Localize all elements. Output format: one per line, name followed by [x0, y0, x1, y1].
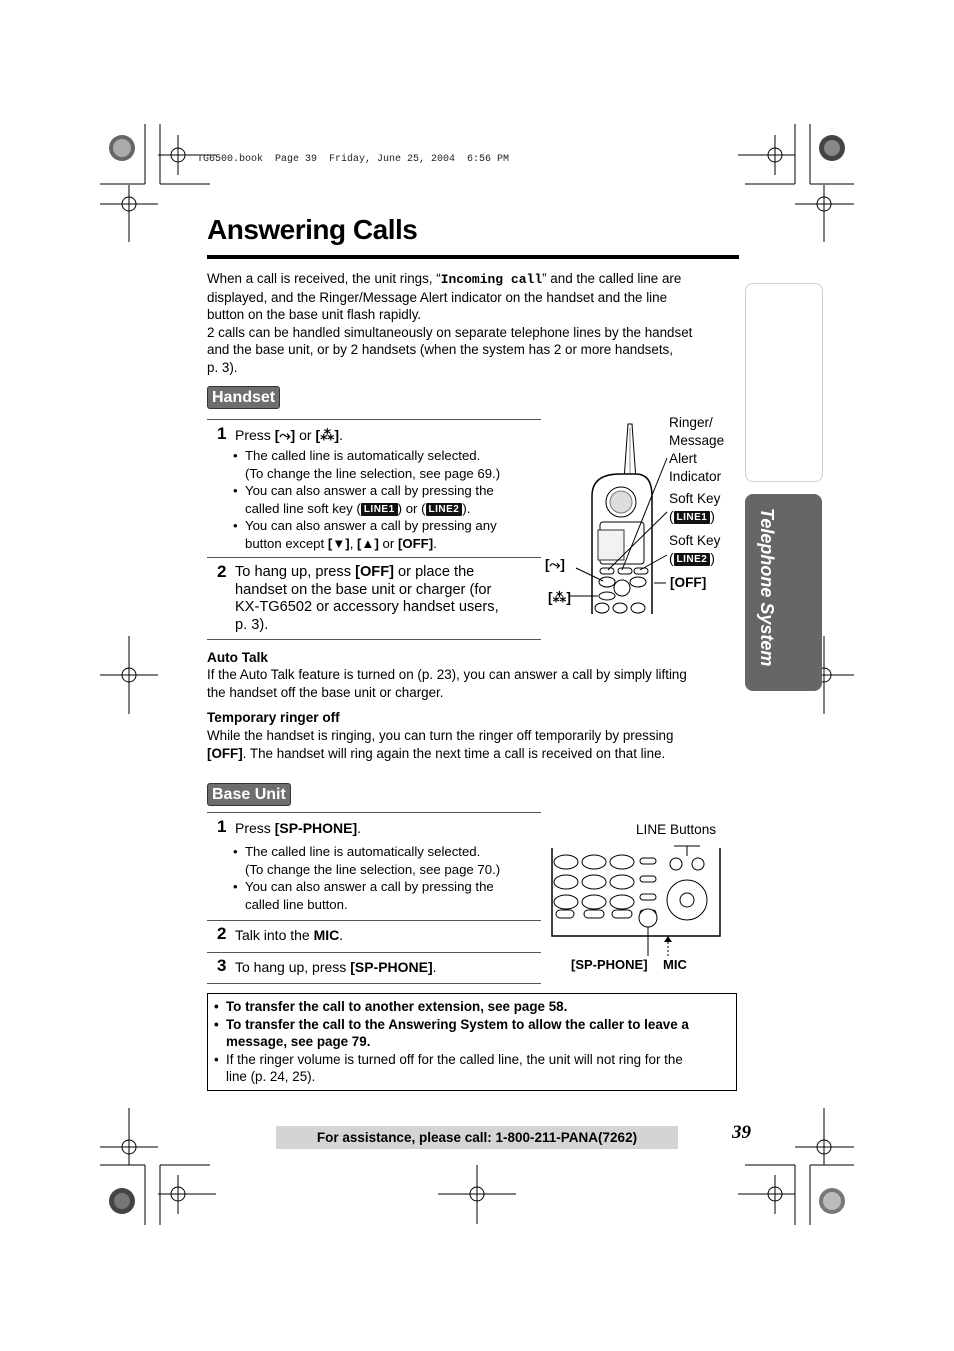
line1-key-icon: LINE1 — [361, 503, 398, 516]
divider — [207, 557, 541, 558]
note-ringer-volume: • If the ringer volume is turned off for the called line, the unit will not ring for the line (p. 24, 25). — [214, 1051, 729, 1086]
line-buttons-label: LINE Buttons — [636, 822, 717, 837]
line2-key-icon: LINE2 — [426, 503, 463, 516]
sp-phone-label: [SP-PHONE] — [571, 957, 648, 972]
base-unit-illustration — [548, 838, 728, 963]
handset-step1-bullets: • The called line is automatically selected. (To change the line selection, see page 69.) • You can also answer a call by pressing the called line soft key ( LINE1 ) or ( LINE2 ). • You can also answer a call by pressing any button except [▼], [▲] or [OFF]. — [233, 447, 538, 552]
step-number: 3 — [217, 956, 227, 975]
divider — [207, 983, 541, 984]
divider — [207, 419, 541, 420]
book-info-line: TG6500.book Page 39 Friday, June 25, 2004 6:56 PM — [197, 154, 510, 165]
note-transfer-extension: • To transfer the call to another extension, see page 58. — [214, 998, 729, 1016]
side-tab-telephone-system[interactable] — [745, 494, 822, 691]
title-rule — [207, 255, 739, 259]
speaker-button-label: [⁂] — [548, 590, 571, 605]
temp-ringer-text: While the handset is ringing, you can turn the ringer off temporarily by pressing [OFF]. The handset will ring again the next time a call is received on that line. — [207, 728, 674, 761]
step-number: 1 — [217, 424, 227, 443]
divider — [207, 812, 541, 813]
intro-text: When a call is received, the unit rings, “Incoming call” and the called line are displayed, and the Ringer/Message Alert indicator on the handset and the line button on the base unit flash rapidly. 2 calls can be handled simultaneously on separate telephone lines by the handset and the base unit, or by 2 handsets (when the system has 2 or more handsets, p. 3). — [207, 271, 693, 375]
step-number: 2 — [217, 924, 227, 943]
auto-talk-text: If the Auto Talk feature is turned on (p. 23), you can answer a call by simply lifting the handset off the base unit or charger. — [207, 667, 687, 700]
base-step1-bullets: • The called line is automatically selected. (To change the line selection, see page 70.) • You can also answer a call by pressing the called line button. — [233, 843, 538, 913]
line1-key-icon: LINE1 — [674, 511, 711, 524]
note-transfer-answering: • To transfer the call to the Answering System to allow the caller to leave a message, see page 79. — [214, 1016, 729, 1051]
temp-ringer-heading: Temporary ringer off — [207, 710, 340, 725]
divider — [207, 639, 541, 640]
notes-box — [207, 993, 737, 1091]
page-number: 39 — [732, 1122, 751, 1143]
mic-label: MIC — [663, 957, 687, 972]
step-number: 2 — [217, 562, 227, 581]
ringer-indicator-label: Ringer/ Message Alert Indicator — [669, 415, 725, 484]
base-unit-heading: Base Unit — [207, 783, 291, 806]
assistance-footer: For assistance, please call: 1-800-211-PANA(7262) — [276, 1126, 678, 1149]
handset-step1-text: Press [⤳] or [⁂]. — [235, 427, 343, 443]
base-step1-text: Press [SP-PHONE]. — [235, 820, 362, 836]
base-step2-text: Talk into the MIC. — [235, 927, 344, 943]
divider — [207, 952, 541, 953]
step-number: 1 — [217, 817, 227, 836]
page-title: Answering Calls — [207, 214, 418, 245]
soft-key-line1-label: Soft Key ( LINE1 ) — [669, 491, 721, 524]
off-button-label: [OFF] — [670, 575, 707, 590]
base-step3-text: To hang up, press [SP-PHONE]. — [235, 959, 437, 975]
side-tab-label: Telephone System — [757, 508, 777, 667]
side-tab-inactive — [745, 283, 823, 482]
handset-heading: Handset — [207, 386, 280, 409]
line2-key-icon: LINE2 — [674, 553, 711, 566]
handset-step2-text: To hang up, press [OFF] or place the handset on the base unit or charger (for KX-TG6502 or accessory handset users, p. 3). — [235, 564, 499, 633]
talk-button-label: [⤳] — [545, 557, 565, 572]
auto-talk-heading: Auto Talk — [207, 650, 268, 665]
divider — [207, 920, 541, 921]
soft-key-line2-label: Soft Key ( LINE2 ) — [669, 533, 721, 566]
